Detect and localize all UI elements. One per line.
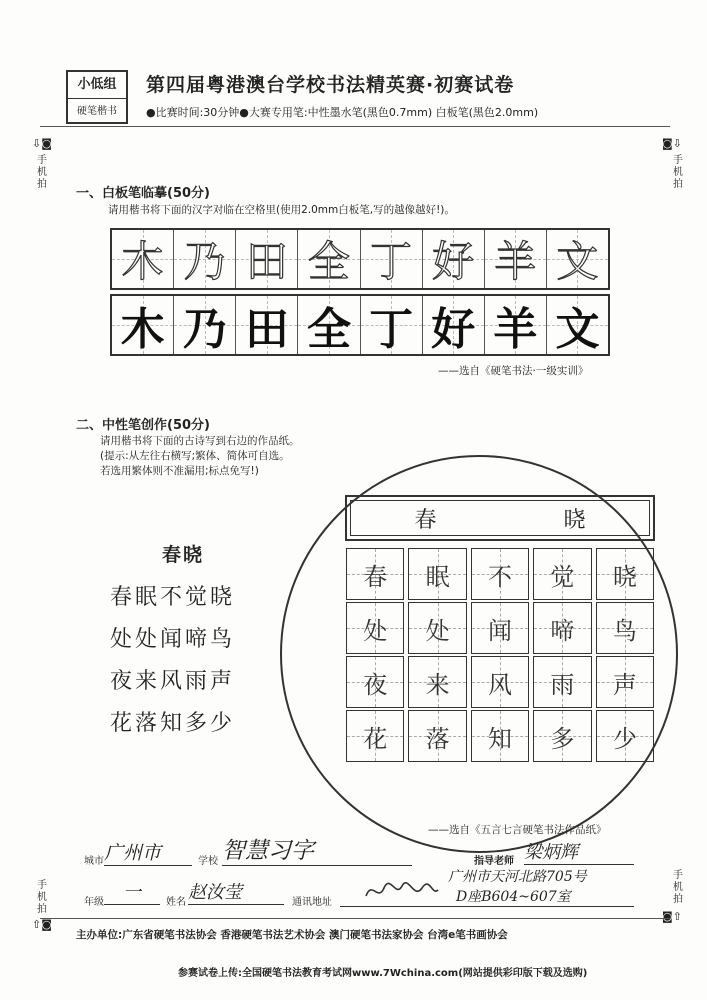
teacher-field[interactable]: 梁炳辉 (524, 838, 634, 865)
badge-category: 硬笔楷书 (77, 106, 117, 117)
written-char: 全 (306, 304, 351, 355)
work-paper-cell (471, 656, 529, 708)
city-field[interactable]: 广州市 (104, 838, 192, 866)
work-paper-cell (471, 710, 529, 762)
handwritten-char: 少 (612, 724, 637, 753)
handwritten-char: 处 (363, 616, 388, 645)
teacher-label: 指导老师 (474, 856, 514, 867)
writing-cell (485, 296, 547, 354)
handwritten-char: 落 (425, 724, 450, 753)
address-line-2[interactable]: D座B604~607室 (456, 889, 571, 905)
work-paper-cell (408, 710, 466, 762)
model-grid (110, 228, 610, 290)
handwritten-char: 风 (488, 670, 513, 699)
work-paper-cell (596, 656, 654, 708)
work-paper-title: 春 晓 (350, 500, 650, 536)
work-paper-row (346, 710, 654, 762)
model-char: 木 (121, 237, 164, 286)
scribble-mark (362, 876, 442, 904)
writing-cell (112, 296, 174, 354)
work-paper-cell (596, 602, 654, 654)
side-label-left-bottom: 手机拍 (37, 880, 47, 915)
written-char: 好 (431, 304, 476, 355)
handwritten-char: 晓 (612, 562, 637, 591)
writing-cell (547, 296, 608, 354)
work-paper-cell (533, 602, 591, 654)
work-paper-cell (596, 548, 654, 600)
writing-cell (174, 296, 236, 354)
work-paper-cell (346, 548, 404, 600)
work-paper-cell (346, 710, 404, 762)
upload-info: 参赛试卷上传:全国硬笔书法教育考试网www.7Wchina.com(网站提供彩印版下载及选购) (178, 968, 588, 979)
badge-group: 小低组 (68, 72, 126, 99)
address-underline (340, 906, 634, 907)
work-paper-cell (408, 656, 466, 708)
model-cell (423, 230, 485, 288)
model-cell (485, 230, 547, 288)
work-paper-cell (533, 548, 591, 600)
work-paper-cell (346, 602, 404, 654)
address-label: 通讯地址 (292, 897, 332, 908)
handwritten-char: 花 (363, 724, 388, 753)
model-char: 乃 (183, 237, 226, 286)
writing-cell (236, 296, 298, 354)
work-paper-row (346, 548, 654, 600)
model-cell (236, 230, 298, 288)
camera-icon: ◙⇧ (662, 910, 682, 923)
section2-instruction-2: (提示:从左往右横写;繁体、简体可自选。 (100, 450, 290, 462)
handwritten-char: 声 (612, 670, 637, 699)
work-paper-cell (346, 656, 404, 708)
group-badge (66, 70, 128, 124)
grade-label: 年级 (84, 897, 104, 908)
handwritten-char: 眠 (425, 562, 450, 591)
school-field[interactable]: 智慧习字 (222, 832, 412, 866)
poem-line: 夜来风雨声 (110, 669, 236, 694)
section2-source: ——选自《五言七言硬笔书法作品纸》 (428, 824, 607, 836)
organizers: 主办单位:广东省硬笔书法协会 香港硬笔书法艺术协会 澳门硬笔书法家协会 台湾e笔书画协会 (76, 929, 508, 941)
footer-divider (40, 918, 670, 919)
writing-cell (361, 296, 423, 354)
city-label: 城市 (84, 856, 104, 867)
camera-icon: ⇩◙ (32, 137, 52, 150)
side-label-right-bottom: 手机拍 (673, 870, 683, 905)
section1-instruction: 请用楷书将下面的汉字对临在空格里(使用2.0mm白板笔,写的越像越好!)。 (108, 204, 455, 216)
model-cell (361, 230, 423, 288)
camera-icon: ⇧◙ (32, 918, 52, 931)
writing-grid (110, 294, 610, 356)
written-char: 田 (244, 304, 289, 355)
address-line-1[interactable]: 广州市天河北路705号 (448, 869, 587, 885)
handwritten-char: 不 (488, 562, 513, 591)
writing-cell (298, 296, 360, 354)
school-label: 学校 (198, 856, 218, 867)
grade-field[interactable]: 一 (104, 878, 160, 905)
section2-heading: 二、中性笔创作(50分) (76, 418, 210, 433)
model-char: 丁 (370, 237, 413, 286)
poem-line: 处处闻啼鸟 (110, 627, 236, 652)
written-char: 丁 (369, 304, 414, 355)
work-paper-cell (471, 602, 529, 654)
model-cell (174, 230, 236, 288)
written-char: 羊 (493, 304, 538, 355)
work-paper-title-box (345, 495, 655, 541)
handwritten-char: 夜 (363, 670, 388, 699)
section1-heading: 一、白板笔临摹(50分) (76, 186, 210, 201)
handwritten-char: 多 (550, 724, 575, 753)
handwritten-char: 知 (488, 724, 513, 753)
work-paper-row (346, 656, 654, 708)
handwritten-char: 处 (425, 616, 450, 645)
model-char: 文 (556, 237, 599, 286)
name-label: 姓名 (166, 897, 186, 908)
written-char: 乃 (182, 304, 227, 355)
model-char: 羊 (494, 237, 537, 286)
model-char: 全 (307, 237, 350, 286)
name-field[interactable]: 赵汝莹 (188, 878, 284, 905)
section1-source: ——选自《硬笔书法·一级实训》 (438, 365, 589, 377)
handwritten-char: 啼 (550, 616, 575, 645)
side-label-right-top: 手机拍 (673, 155, 683, 190)
header-divider (40, 126, 670, 127)
poem-title: 春晓 (162, 544, 205, 566)
camera-icon: ◙⇩ (662, 137, 682, 150)
work-paper-cell (471, 548, 529, 600)
model-char: 好 (432, 237, 475, 286)
exam-info: ●比赛时间:30分钟●大赛专用笔:中性墨水笔(黑色0.7mm) 白板笔(黑色2.0mm) (146, 106, 539, 119)
written-char: 文 (555, 304, 600, 355)
section2-instruction-3: 若选用繁体则不准漏用;标点免写!) (100, 465, 259, 477)
work-paper-row (346, 602, 654, 654)
model-cell (547, 230, 608, 288)
work-paper-cell (533, 710, 591, 762)
handwritten-char: 闻 (488, 616, 513, 645)
poem-line: 花落知多少 (110, 711, 236, 736)
writing-cell (423, 296, 485, 354)
work-paper-cell (533, 656, 591, 708)
model-char: 田 (245, 237, 288, 286)
work-paper-cell (408, 602, 466, 654)
handwritten-char: 雨 (550, 670, 575, 699)
side-label-left-top: 手机拍 (37, 155, 47, 190)
written-char: 木 (120, 304, 165, 355)
page-title: 第四届粤港澳台学校书法精英赛·初赛试卷 (146, 74, 515, 96)
work-paper-cell (408, 548, 466, 600)
section2-instruction-1: 请用楷书将下面的古诗写到右边的作品纸。 (100, 435, 300, 447)
handwritten-char: 来 (425, 670, 450, 699)
model-cell (298, 230, 360, 288)
handwritten-char: 鸟 (612, 616, 637, 645)
model-cell (112, 230, 174, 288)
handwritten-char: 春 (363, 562, 388, 591)
work-paper-cell (596, 710, 654, 762)
handwritten-char: 觉 (550, 562, 575, 591)
poem-line: 春眠不觉晓 (110, 585, 236, 610)
